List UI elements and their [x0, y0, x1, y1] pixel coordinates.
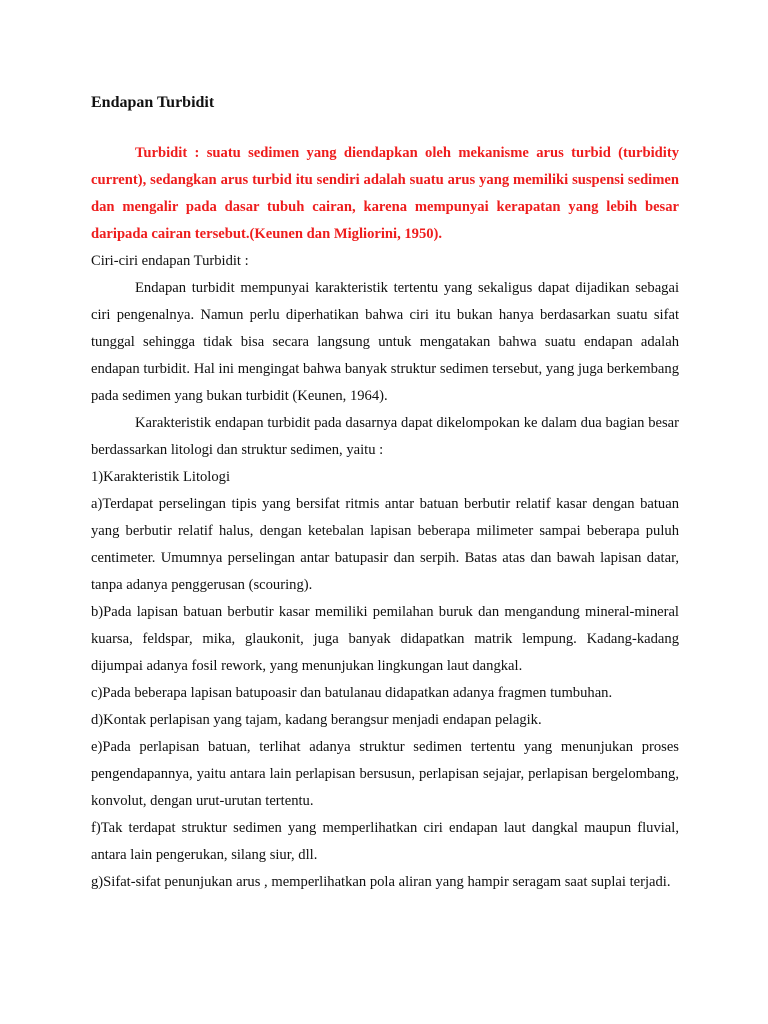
- definition-paragraph: Turbidit : suatu sedimen yang diendapkan oleh mekanisme arus turbid (turbidity current), sedangkan arus turbid itu sendiri adalah suatu arus yang memiliki suspensi sedimen dan mengalir pada dasar tubuh cairan, karena mempunyai kerapatan yang lebih besar daripada cairan tersebut.(Keunen dan Migliorini, 1950).: [91, 145, 679, 242]
- list-item-d: d)Kontak perlapisan yang tajam, kadang berangsur menjadi endapan pelagik.: [91, 712, 542, 728]
- ciri-heading: Ciri-ciri endapan Turbidit :: [91, 253, 249, 269]
- list-item-f: f)Tak terdapat struktur sedimen yang memperlihatkan ciri endapan laut dangkal maupun fluvial, antara lain pengerukan, silang siur, dll.: [91, 820, 679, 863]
- body-paragraph-2: Karakteristik endapan turbidit pada dasarnya dapat dikelompokan ke dalam dua bagian besar berdassarkan litologi dan struktur sedimen, yaitu :: [91, 415, 679, 458]
- list-item-a: a)Terdapat perselingan tipis yang bersifat ritmis antar batuan berbutir relatif kasar dengan batuan yang berbutir relatif halus, dengan ketebalan lapisan beberapa milimeter sampai beberapa puluh centimeter. Umumnya perselingan antar batupasir dan serpih. Batas atas dan bawah lapisan datar, tanpa adanya penggerusan (scouring).: [91, 496, 679, 593]
- document-title: Endapan Turbidit: [91, 94, 215, 111]
- list-item-e: e)Pada perlapisan batuan, terlihat adanya struktur sedimen tertentu yang menunjukan proses pengendapannya, yaitu antara lain perlapisan bersusun, perlapisan sejajar, perlapisan bergelombang, konvolut, dengan urut-urutan tertentu.: [91, 739, 679, 809]
- list-item-g: g)Sifat-sifat penunjukan arus , memperlihatkan pola aliran yang hampir seragam saat suplai terjadi.: [91, 874, 671, 890]
- document-page: [91, 92, 679, 896]
- body-paragraph-1: Endapan turbidit mempunyai karakteristik tertentu yang sekaligus dapat dijadikan sebagai ciri pengenalnya. Namun perlu diperhatikan bahwa ciri itu bukan hanya berdasarkan suatu sifat tunggal sehingga tidak bisa secara langsung untuk mengatakan bahwa suatu endapan adalah endapan turbidit. Hal ini mengingat bahwa banyak struktur sedimen tersebut, yang juga berkembang pada sedimen yang bukan turbidit (Keunen, 1964).: [91, 280, 679, 404]
- section-heading-litologi: 1)Karakteristik Litologi: [91, 469, 231, 485]
- list-item-b: b)Pada lapisan batuan berbutir kasar memiliki pemilahan buruk dan mengandung mineral-mineral kuarsa, feldspar, mika, glaukonit, juga banyak didapatkan matrik lempung. Kadang-kadang dijumpai adanya fosil rework, yang menunjukan lingkungan laut dangkal.: [91, 604, 679, 674]
- list-item-c: c)Pada beberapa lapisan batupoasir dan batulanau didapatkan adanya fragmen tumbuhan.: [91, 685, 613, 701]
